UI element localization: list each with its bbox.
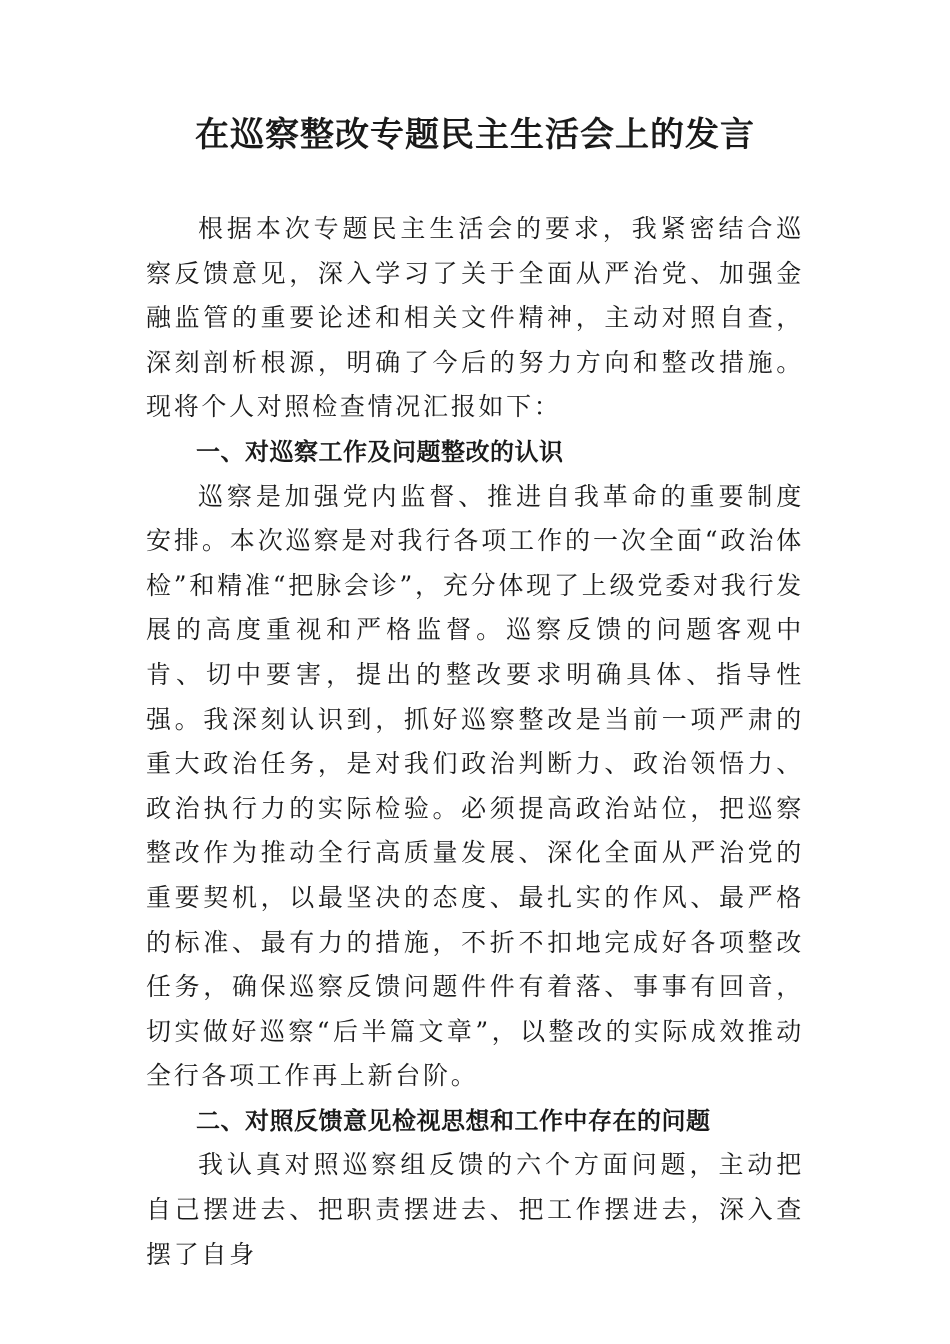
section-heading-1: 一、对巡察工作及问题整改的认识 [196,437,564,466]
section-1-paragraph: 巡察是加强党内监督、推进自我革命的重要制度安排。本次巡察是对我行各项工作的一次全面“政治体检”和精准“把脉会诊”，充分体现了上级党委对我行发展的高度重视和严格监督。巡察反馈的问题客观中肯、切中要害，提出的整改要求明确具体、指导性强。我深刻认识到，抓好巡察整改是当前一项严肃的重大政治任务，是对我们政治判断力、政治领悟力、政治执行力的实际检验。必须提高政治站位，把巡察整改作为推动全行高质量发展、深化全面从严治党的重要契机，以最坚决的态度、最扎实的作风、最严格的标准、最有力的措施，不折不扣地完成好各项整改任务，确保巡察反馈问题件件有着落、事事有回音，切实做好巡察“后半篇文章”，以整改的实际成效推动全行各项工作再上新台阶。 [146,481,804,1091]
intro-paragraph: 根据本次专题民主生活会的要求，我紧密结合巡察反馈意见，深入学习了关于全面从严治党、加强金融监管的重要论述和相关文件精神，主动对照自查，深刻剖析根源，明确了今后的努力方向和整改措施。现将个人对照检查情况汇报如下： [146,214,804,422]
document-body [146,207,804,1277]
section-2-paragraph: 我认真对照巡察组反馈的六个方面问题，主动把自己摆进去、把职责摆进去、把工作摆进去，深入查摆了自身 [146,1150,804,1269]
document-title: 在巡察整改专题民主生活会上的发言 [195,115,755,155]
section-heading-2: 二、对照反馈意见检视思想和工作中存在的问题 [196,1106,711,1135]
